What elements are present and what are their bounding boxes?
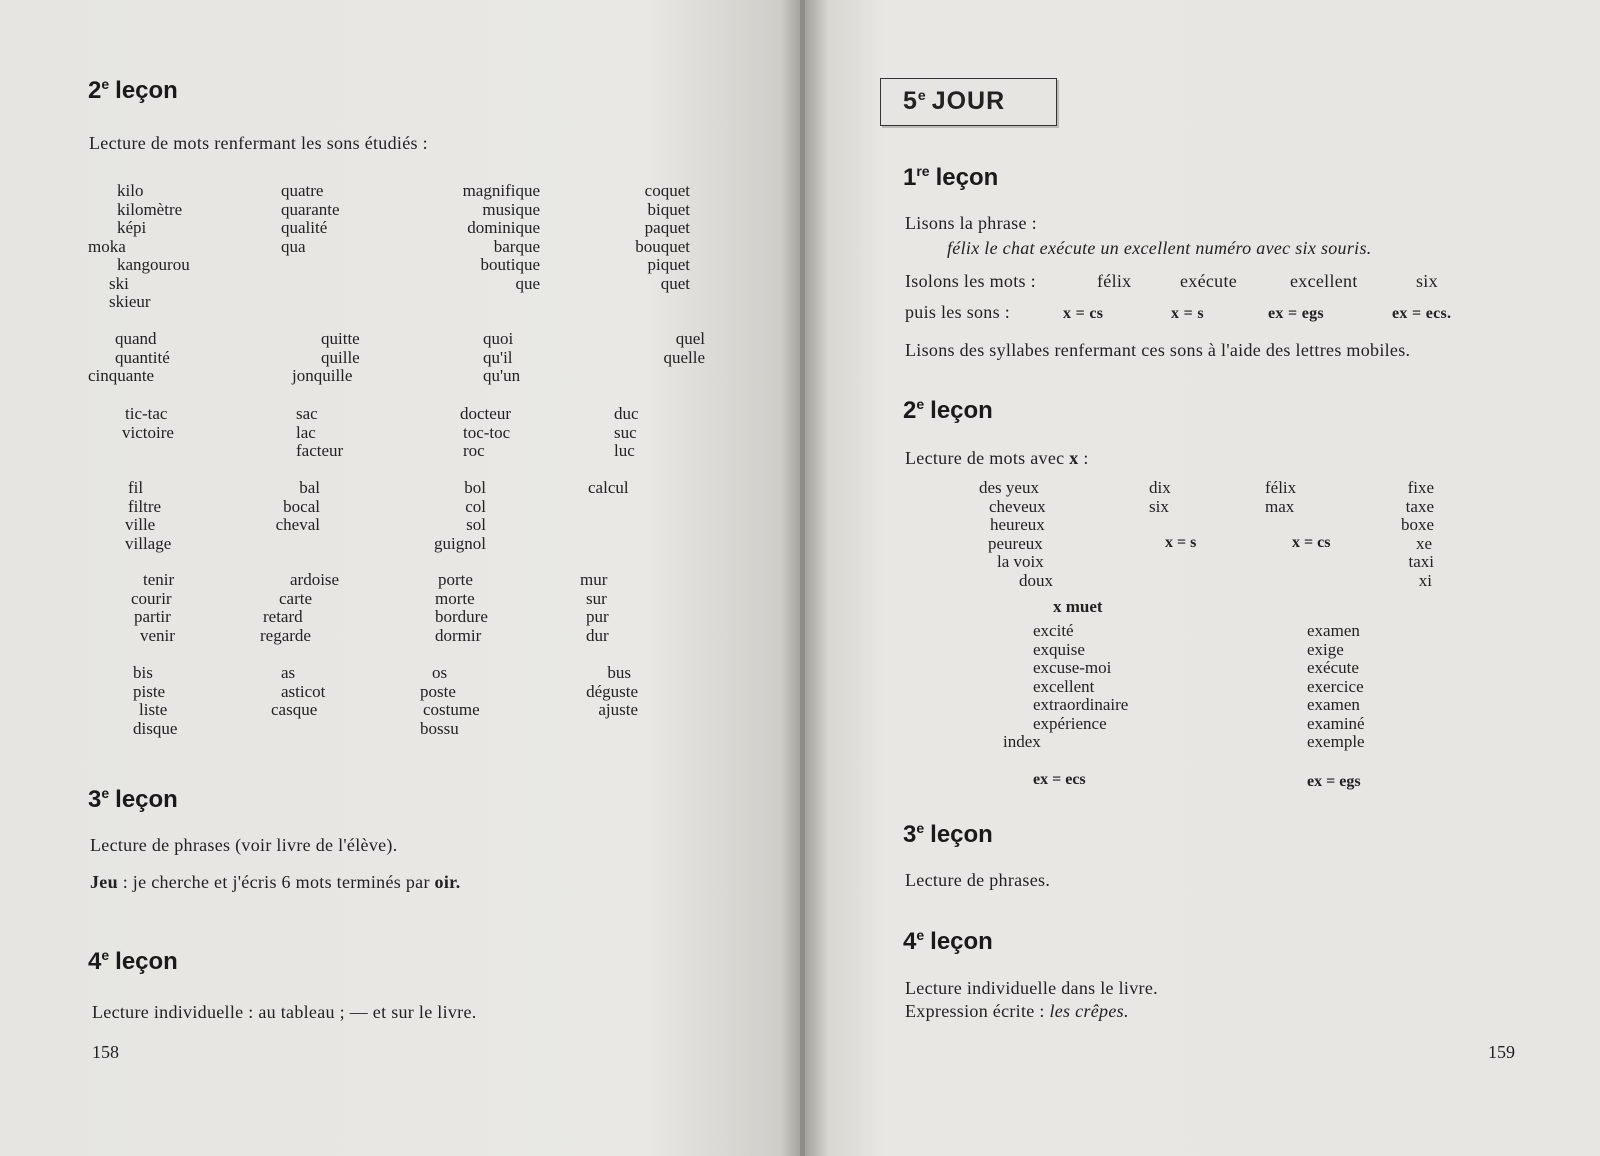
word: victoire [122, 422, 174, 442]
word-column [435, 571, 488, 645]
lecon-4-line2 [905, 1001, 1129, 1022]
word: exemple [1307, 732, 1365, 751]
page-number: 158 [92, 1042, 119, 1062]
intro-end: : [1078, 448, 1089, 468]
word: os [432, 663, 448, 682]
x-muet-label: x muet [1053, 597, 1103, 616]
word: sol [466, 515, 486, 534]
word: retard [263, 607, 303, 626]
word: piquet [647, 255, 690, 274]
word: asticot [281, 681, 326, 701]
word: bossu [420, 718, 459, 738]
eq-ex-egs: ex = egs [1307, 773, 1361, 790]
word-column [590, 182, 690, 293]
word: bis [133, 663, 153, 682]
word: morte [435, 588, 475, 608]
page-number: 159 [1488, 1042, 1515, 1062]
word: cinquante [88, 366, 155, 385]
word-column [260, 571, 339, 645]
word: kangourou [117, 255, 190, 274]
word: xi [1418, 570, 1432, 590]
jeu-label: Jeu [90, 872, 118, 892]
word-column [560, 664, 638, 720]
word: quelle [663, 347, 705, 367]
word: bocal [283, 496, 320, 516]
intro-x: x [1069, 448, 1079, 468]
word: képi [117, 218, 147, 237]
lecon-2-heading [88, 76, 178, 105]
heading-word: leçon [930, 928, 993, 955]
word: quille [321, 347, 360, 367]
eq-x-cs: x = cs [1292, 534, 1331, 551]
heading-number: 2 [903, 397, 917, 424]
jeu-line [90, 872, 461, 893]
word: facteur [296, 441, 344, 460]
word: disque [133, 718, 178, 738]
jeu-text: : je cherche et j'écris 6 mots terminés par [117, 872, 435, 892]
lecon-2-intro: Lecture de mots renfermant les sons étudiés : [89, 133, 428, 153]
word-column [133, 664, 177, 738]
word: félix [1265, 478, 1297, 497]
word: tic-tac [125, 404, 168, 423]
word-column [88, 330, 208, 386]
heading-word: leçon [930, 821, 993, 848]
word: qua [281, 236, 306, 256]
heading-word: leçon [935, 164, 999, 191]
word-column [1380, 479, 1434, 590]
word-column [296, 405, 343, 461]
word: excuse-moi [1033, 658, 1112, 677]
word: roc [463, 441, 485, 460]
jeu-end: oir. [434, 872, 461, 892]
isolated-word: six [1416, 271, 1438, 291]
lecon-4-text: Lecture individuelle : au tableau ; — et sur le livre. [92, 1002, 477, 1022]
word: dur [586, 625, 609, 645]
word: costume [423, 700, 480, 719]
syllabes-line: Lisons des syllabes renfermant ces sons à l'aide des lettres mobiles. [905, 340, 1411, 360]
word: cheval [275, 515, 320, 534]
lecon-4-line1: Lecture individuelle dans le livre. [905, 978, 1158, 998]
intro-text: Lecture de mots avec [905, 448, 1070, 468]
word: index [1003, 732, 1041, 751]
word-column [292, 330, 360, 386]
word-column [88, 182, 228, 312]
jour-sup: e [917, 87, 926, 103]
lecon-4-heading [88, 947, 178, 976]
word: xe [1415, 533, 1432, 553]
word: extraordinaire [1033, 695, 1129, 714]
word: ski [109, 273, 129, 293]
eq-x-s: x = s [1165, 534, 1197, 551]
sound-equation: x = s [1171, 305, 1204, 322]
word: col [465, 496, 486, 516]
lecon-3-text: Lecture de phrases (voir livre de l'élève). [90, 835, 398, 855]
word: ardoise [290, 570, 340, 589]
word: liste [139, 700, 168, 719]
lecon-2-intro [905, 448, 1089, 469]
word: duc [614, 404, 639, 423]
word: exécute [1307, 658, 1359, 677]
word: bol [464, 478, 486, 497]
word: exige [1307, 639, 1344, 659]
isolons-label: Isolons les mots : [905, 271, 1036, 291]
word: la voix [997, 552, 1044, 571]
word-column [122, 405, 174, 442]
word: tenir [143, 570, 175, 589]
word: boutique [480, 255, 540, 274]
word-column [580, 571, 609, 645]
word: examiné [1307, 713, 1365, 733]
word-column [420, 664, 480, 738]
word: calcul [588, 478, 629, 497]
word: suc [614, 422, 637, 442]
lecon-3-heading [903, 820, 993, 849]
word: que [515, 273, 540, 293]
word: exercice [1307, 676, 1364, 696]
word: barque [493, 236, 540, 256]
heading-sup: e [101, 785, 110, 801]
word: bouquet [635, 236, 690, 256]
word: boxe [1400, 515, 1434, 534]
word-column [281, 182, 340, 256]
word: kilomètre [117, 199, 183, 219]
heading-sup: e [916, 396, 925, 412]
word: poste [420, 681, 456, 701]
jour-word: JOUR [931, 87, 1006, 115]
lecon-4-heading [903, 927, 993, 956]
heading-number: 1 [903, 164, 917, 191]
word-column [1265, 479, 1296, 516]
word: dormir [435, 625, 482, 645]
isolated-word: excellent [1290, 271, 1358, 291]
word-column [1149, 479, 1171, 516]
expression-topic: les crêpes. [1049, 1001, 1129, 1021]
word: biquet [647, 199, 690, 219]
word: as [281, 663, 296, 682]
word: venir [140, 625, 175, 645]
word-column [614, 405, 639, 461]
word: six [1149, 496, 1169, 516]
word: quand [115, 329, 157, 348]
word-column [1003, 622, 1128, 752]
jour-title [903, 87, 1005, 116]
word: quatre [281, 181, 324, 200]
word-column [972, 479, 1092, 590]
heading-word: leçon [115, 77, 178, 104]
word: regarde [260, 625, 311, 645]
heading-word: leçon [115, 948, 178, 975]
word: expérience [1033, 713, 1107, 733]
word: fil [128, 478, 144, 497]
word: qu'il [483, 347, 513, 367]
eq-ex-ecs: ex = ecs [1033, 771, 1086, 788]
word: max [1265, 496, 1295, 516]
word-column [460, 405, 511, 461]
word: exquise [1033, 639, 1085, 659]
word: porte [438, 570, 473, 589]
heading-number: 4 [903, 928, 917, 955]
word: quel [675, 329, 705, 348]
word: fixe [1407, 478, 1434, 497]
word: bal [299, 478, 320, 497]
word: mur [580, 570, 608, 589]
word: dix [1149, 478, 1171, 497]
word: pur [586, 607, 609, 626]
heading-sup: e [101, 76, 110, 92]
word: qu'un [483, 366, 521, 385]
isolated-word: exécute [1180, 271, 1238, 291]
sound-equation: ex = egs [1268, 305, 1324, 322]
word: quoi [483, 329, 514, 348]
word: paquet [644, 218, 690, 237]
word-column [250, 479, 320, 535]
isolated-word: félix [1097, 271, 1132, 291]
word: coquet [644, 181, 690, 200]
heading-sup: re [916, 163, 930, 179]
word: filtre [128, 496, 162, 516]
word: cheveux [989, 496, 1046, 516]
word: guignol [434, 533, 486, 553]
jour-number: 5 [903, 87, 918, 115]
word: dominique [467, 218, 540, 237]
word: partir [134, 607, 171, 626]
word: bus [607, 663, 631, 682]
lecon-1-heading [903, 163, 998, 192]
word-column [483, 330, 520, 386]
heading-number: 4 [88, 948, 102, 975]
word: musique [482, 199, 540, 219]
word: moka [88, 236, 126, 256]
word: carte [279, 588, 313, 608]
jour-box [880, 78, 1057, 126]
word: magnifique [462, 181, 540, 200]
word: qualité [281, 218, 328, 237]
word-column [125, 479, 171, 553]
heading-sup: e [916, 820, 925, 836]
word: excellent [1033, 676, 1095, 696]
word: doux [1019, 570, 1053, 590]
lecon-3-text: Lecture de phrases. [905, 870, 1051, 890]
word: quet [660, 273, 690, 293]
word: quantité [115, 347, 170, 367]
word: courir [131, 588, 172, 608]
heading-number: 2 [88, 77, 102, 104]
lisons-phrase: Lisons la phrase : [905, 213, 1037, 233]
word: ajuste [598, 700, 638, 719]
word: taxi [1408, 552, 1434, 571]
expression-label: Expression écrite : [905, 1001, 1050, 1021]
word: bordure [435, 607, 488, 626]
sons-label: puis les sons : [905, 302, 1011, 322]
word: lac [296, 422, 316, 442]
word: village [125, 533, 172, 553]
word: luc [614, 441, 635, 460]
word: sur [586, 588, 607, 608]
example-sentence: félix le chat exécute un excellent numéro avec six souris. [947, 238, 1372, 258]
word-column [1307, 622, 1365, 752]
word: examen [1307, 621, 1360, 640]
word: ville [125, 515, 156, 534]
lecon-3-heading [88, 785, 178, 814]
word: kilo [117, 181, 144, 200]
word: piste [133, 681, 166, 701]
word: peureux [988, 533, 1043, 553]
word: déguste [586, 681, 638, 701]
heading-number: 3 [88, 786, 102, 813]
heading-sup: e [916, 927, 925, 943]
word: taxe [1405, 496, 1434, 516]
word: quarante [281, 199, 340, 219]
word-column [131, 571, 175, 645]
word: skieur [109, 292, 151, 311]
word: heureux [990, 515, 1045, 534]
heading-word: leçon [115, 786, 178, 813]
word: excité [1033, 621, 1074, 640]
word: docteur [460, 404, 511, 423]
heading-word: leçon [930, 397, 993, 424]
word: jonquille [292, 366, 353, 385]
heading-sup: e [101, 947, 110, 963]
word-column [410, 182, 540, 293]
word: casque [271, 700, 318, 719]
word: quitte [321, 329, 360, 348]
word: examen [1307, 695, 1360, 714]
word-column [410, 479, 486, 553]
lecon-2-heading [903, 396, 993, 425]
word-column [271, 664, 325, 720]
word: sac [296, 404, 318, 423]
word: toc-toc [463, 422, 511, 442]
word-column [588, 479, 629, 498]
heading-number: 3 [903, 821, 917, 848]
sound-equation: x = cs [1063, 305, 1104, 322]
sound-equation: ex = ecs. [1392, 305, 1452, 322]
word-column [600, 330, 705, 367]
word: des yeux [979, 478, 1039, 497]
